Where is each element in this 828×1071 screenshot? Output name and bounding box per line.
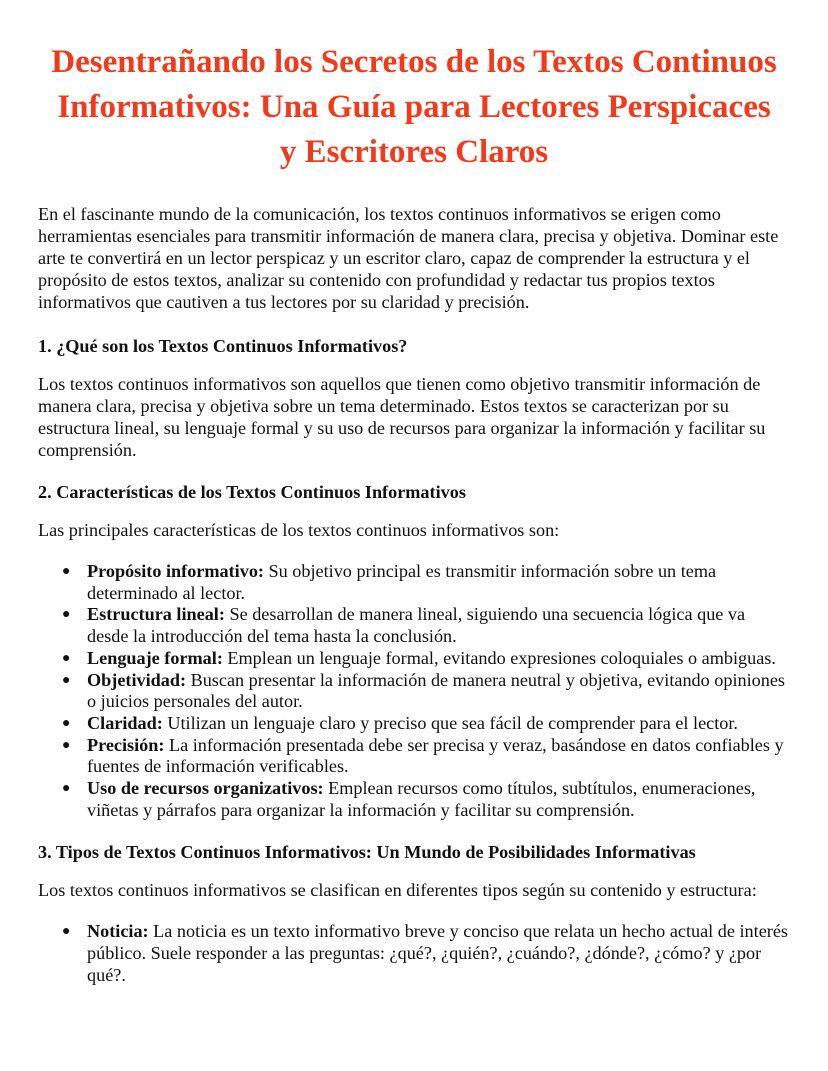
list-item-term: Precisión: [87, 734, 165, 755]
list-item [62, 734, 790, 778]
section-2-heading: 2. Características de los Textos Continuos Informativos [38, 482, 466, 502]
list-item-term: Uso de recursos organizativos: [87, 778, 324, 799]
section-1-body: Los textos continuos informativos son aquellos que tienen como objetivo transmitir información de manera clara, precisa y objetiva sobre un tema determinado. Estos textos se caracterizan por su estructura lineal, su lenguaje formal y su uso de recursos para organizar la información y facilitar su comprensión. [38, 374, 766, 460]
types-list [38, 921, 790, 986]
bullet-icon: ● [62, 672, 71, 688]
section-3-body: Los textos continuos informativos se clasifican en diferentes tipos según su contenido y estructura: [38, 880, 757, 901]
section-2-body: Las principales características de los textos continuos informativos son: [38, 520, 560, 540]
section-3-heading: 3. Tipos de Textos Continuos Informativos: Un Mundo de Posibilidades Informativas [38, 842, 696, 863]
list-item-text: La información presentada debe ser precisa y veraz, basándose en datos confiables y fuentes de información verificables. [87, 734, 784, 777]
bullet-icon: ● [62, 715, 71, 731]
list-item-term: Lenguaje formal: [87, 647, 223, 668]
bullet-icon: ● [62, 564, 71, 579]
bullet-icon: ● [62, 924, 71, 940]
list-item-term: Estructura lineal: [87, 604, 225, 625]
bullet-icon: ● [62, 607, 71, 623]
bullet-icon: ● [62, 650, 71, 666]
list-item [62, 561, 790, 604]
list-item [62, 921, 790, 986]
characteristics-list [38, 561, 790, 821]
list-item [62, 712, 790, 735]
list-item-text: Utilizan un lenguaje claro y preciso que sea fácil de comprender para el lector. [162, 712, 738, 733]
list-item [62, 647, 790, 670]
list-item-term: Objetividad: [87, 669, 187, 690]
bullet-icon: ● [62, 781, 71, 797]
list-item-text: Buscan presentar la información de manera neutral y objetiva, evitando opiniones o juicios personales del autor. [87, 669, 786, 712]
list-item-text: Se desarrollan de manera lineal, siguiendo una secuencia lógica que va desde la introducción del tema hasta la conclusión. [87, 604, 746, 647]
list-item [62, 604, 790, 647]
list-item [62, 778, 790, 821]
intro-paragraph: En el fascinante mundo de la comunicación, los textos continuos informativos se erigen como herramientas esenciales para transmitir información de manera clara, precisa y objetiva. Dominar este arte te convertirá en un lector perspicaz y un escritor claro, capaz de comprender la estructura y el propósito de estos textos, analizar su contenido con profundidad y redactar tus propios textos informativos que cautiven a tus lectores por su claridad y precisión. [38, 204, 779, 312]
bullet-icon: ● [62, 737, 71, 753]
list-item-term: Claridad: [87, 712, 163, 733]
list-item-term: Propósito informativo: [87, 561, 264, 581]
section-1-heading: 1. ¿Qué son los Textos Continuos Informativos? [38, 336, 408, 356]
list-item-text: La noticia es un texto informativo breve y conciso que relata un hecho actual de interés público. Suele responder a las preguntas: ¿qué?, ¿quién?, ¿cuándo?, ¿dónde?, ¿cómo? y ¿por qué?. [87, 921, 788, 985]
list-item-text: Emplean recursos como títulos, subtítulos, enumeraciones, viñetas y párrafos para organizar la información y facilitar su comprensión. [87, 778, 756, 820]
list-item [62, 669, 790, 713]
list-item-term: Noticia: [87, 921, 149, 942]
list-item-text: Su objetivo principal es transmitir información sobre un tema determinado al lector. [87, 561, 717, 603]
list-item-text: Emplean un lenguaje formal, evitando expresiones coloquiales o ambiguas. [222, 647, 776, 668]
document-title: Desentrañando los Secretos de los Textos Continuos Informativos: Una Guía para Lectores Perspicaces y Escritores Claros [51, 44, 777, 170]
